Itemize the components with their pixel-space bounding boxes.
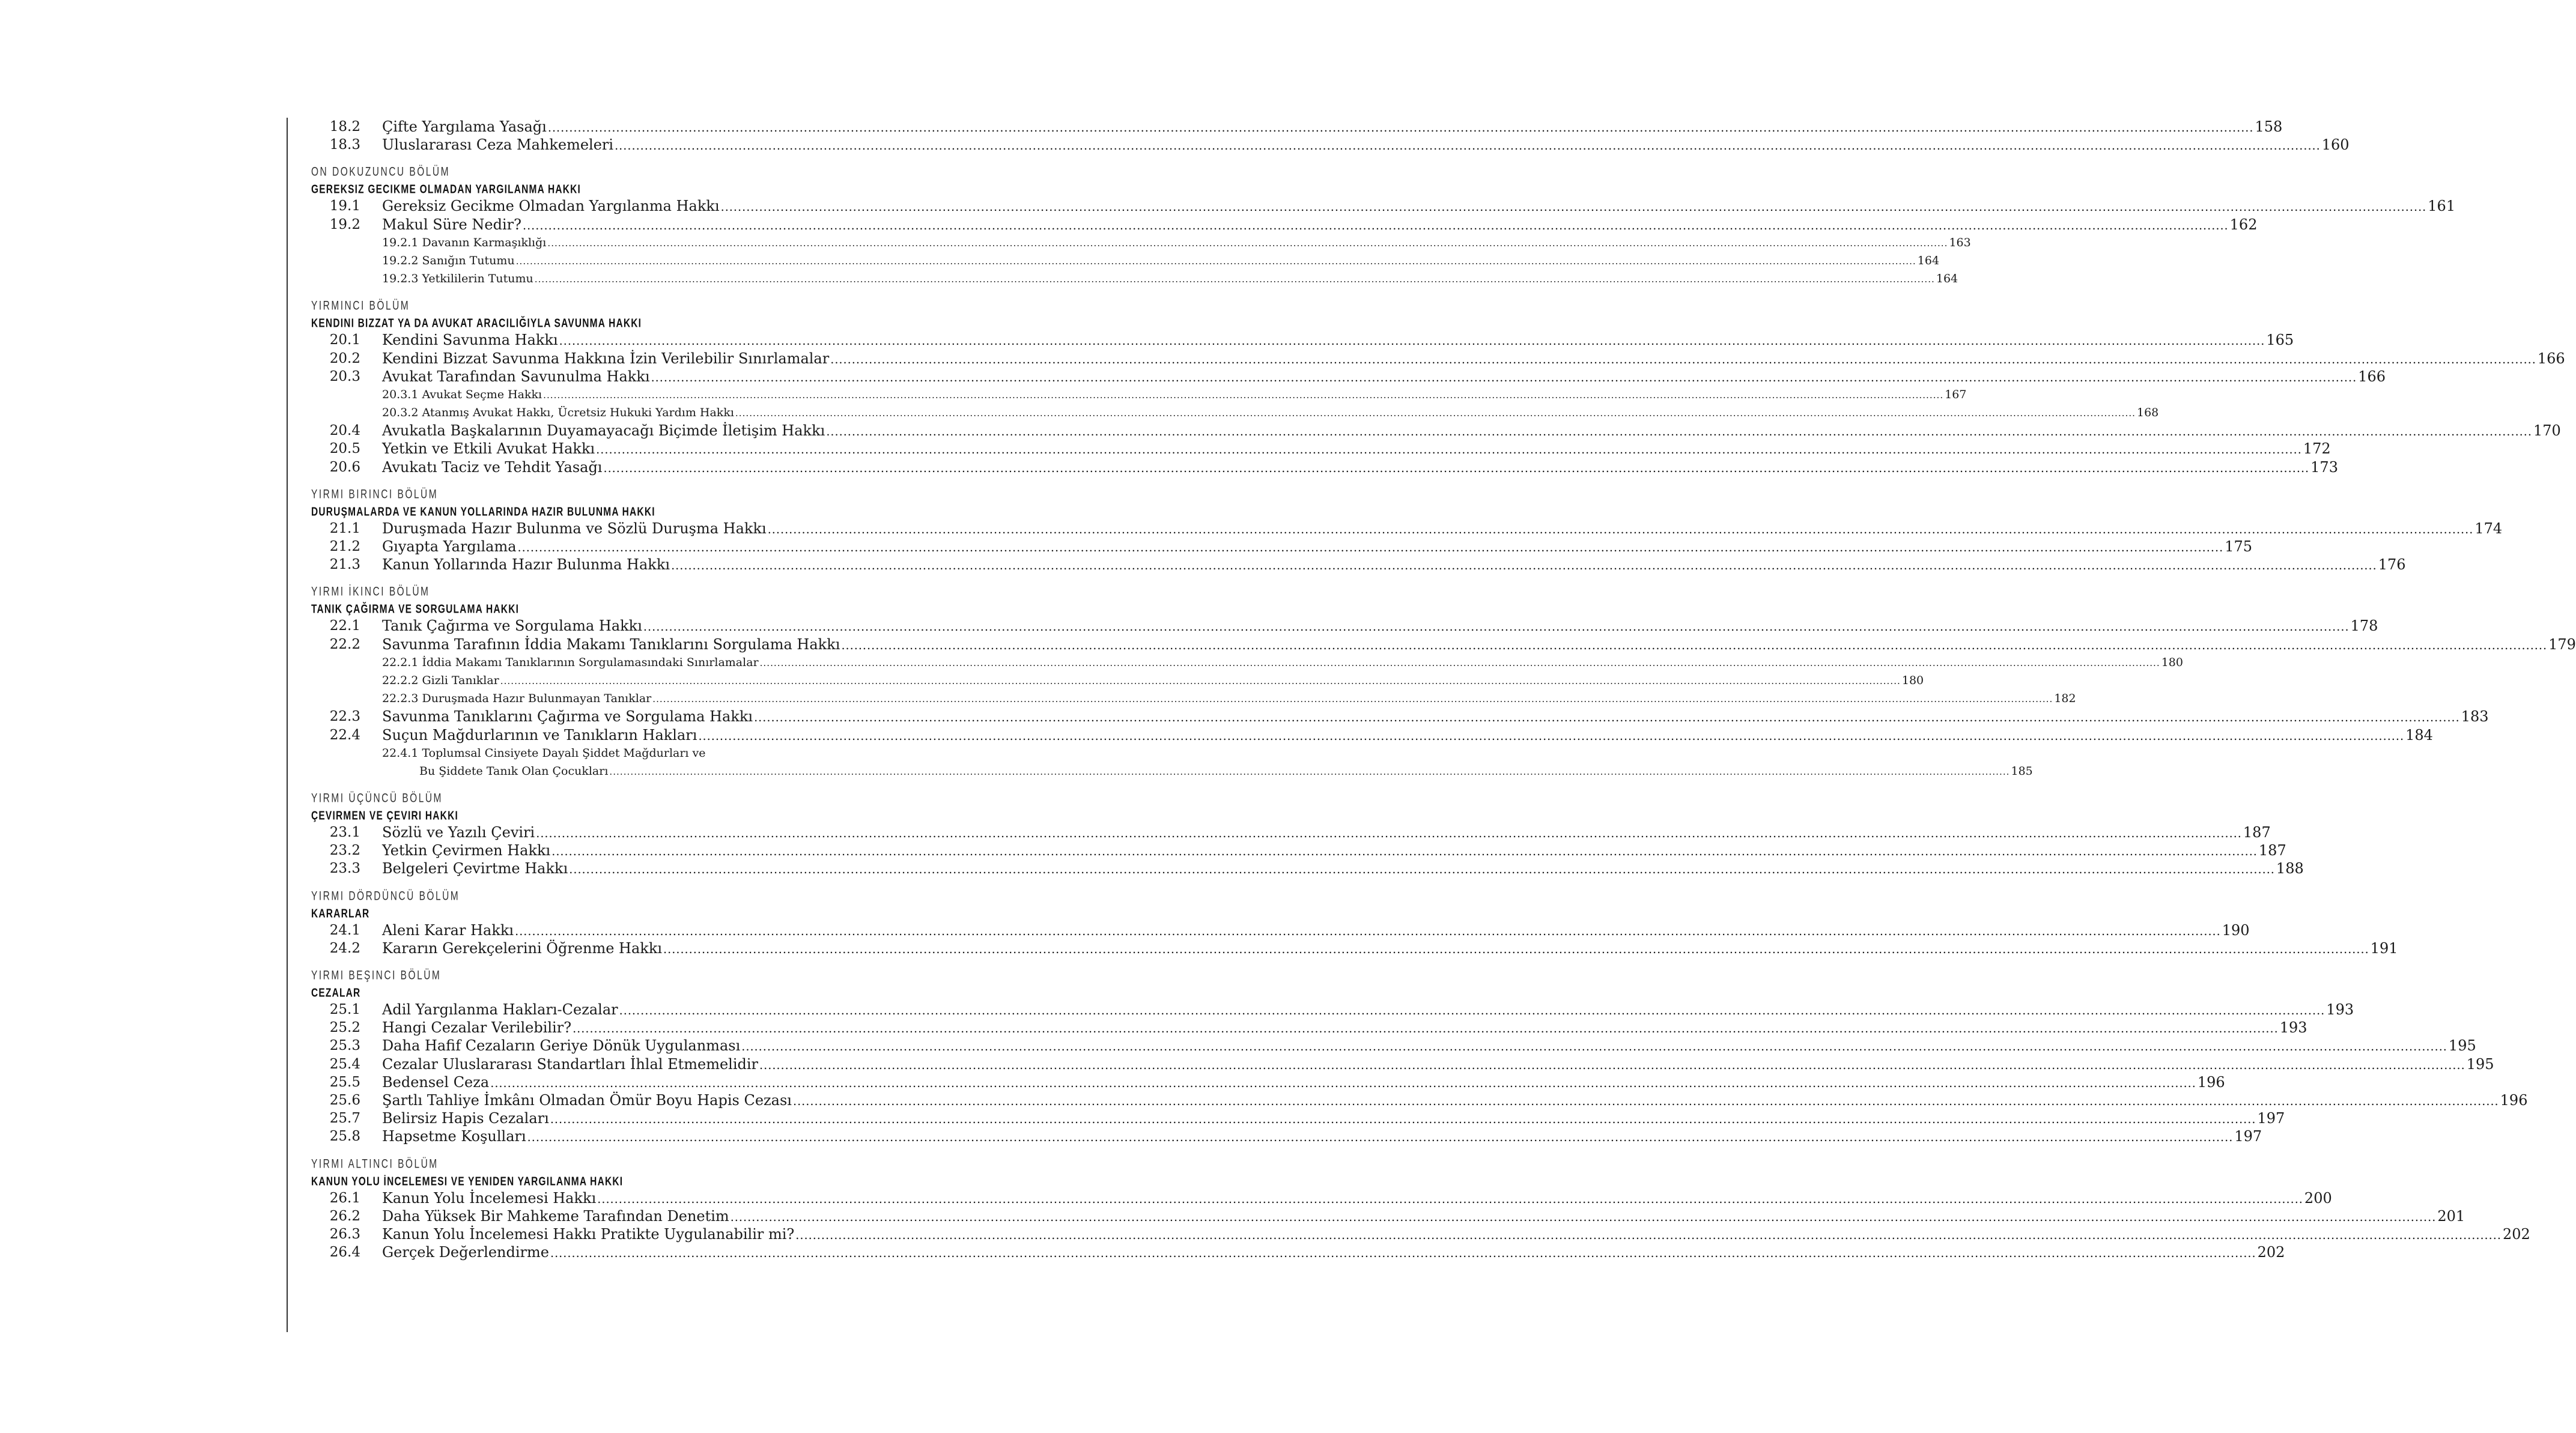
toc-entry[interactable]: [311, 635, 2576, 653]
page-number: 191: [2370, 939, 2398, 957]
section-number: 22.1: [329, 618, 360, 634]
toc-entry[interactable]: [311, 921, 2250, 939]
page-number: 166: [2358, 368, 2386, 385]
page-number: 160: [2321, 136, 2350, 154]
page-number: 168: [2137, 406, 2159, 420]
page-number: 193: [2279, 1019, 2307, 1037]
dot-leader: ................................................................................................................................................................................................................................................................................................................................................................................................................: [559, 334, 2265, 348]
section-number: 23.2: [329, 843, 360, 859]
toc-entry[interactable]: [311, 1189, 2332, 1207]
page-number: 188: [2276, 860, 2304, 877]
toc-entry[interactable]: [311, 1055, 2494, 1073]
toc-entry[interactable]: [311, 368, 2386, 386]
page-number: 195: [2448, 1037, 2476, 1055]
chapter-title: CEZALAR: [311, 986, 361, 1000]
page-number: 176: [2378, 556, 2406, 574]
dot-leader: ................................................................................................................................................................................................................................................................................................................................................................................................................: [517, 541, 2224, 554]
page-number: 202: [2257, 1244, 2285, 1261]
toc-entry[interactable]: [311, 331, 2294, 349]
entry-title: Adil Yargılanma Hakları-Cezalar: [382, 1001, 618, 1018]
page-number: 180: [1901, 673, 1924, 687]
entry-title: Sözlü ve Yazılı Çeviri: [382, 824, 535, 841]
dot-leader: ................................................................................................................................................................................................................................................................................................................................................................................................................: [652, 694, 2053, 705]
entry-title: Aleni Karar Hakkı: [382, 921, 514, 939]
toc-entry[interactable]: [311, 939, 2398, 957]
entry-title: Uluslararası Ceza Mahkemeleri: [382, 136, 614, 154]
toc-entry[interactable]: [311, 617, 2378, 635]
entry-title: Savunma Tarafının İddia Makamı Tanıklarını Sorgulama Hakkı: [382, 635, 840, 653]
page-number: 183: [2461, 708, 2489, 726]
toc-entry[interactable]: [311, 762, 2033, 780]
dot-leader: ................................................................................................................................................................................................................................................................................................................................................................................................................: [698, 729, 2405, 743]
dot-leader: ................................................................................................................................................................................................................................................................................................................................................................................................................: [741, 1040, 2447, 1054]
toc-entry[interactable]: [311, 1109, 2285, 1127]
chapter-title: DURUŞMALARDA VE KANUN YOLLARINDA HAZIR BULUNMA HAKKI: [311, 505, 655, 519]
dot-leader: ................................................................................................................................................................................................................................................................................................................................................................................................................: [759, 1058, 2465, 1072]
page-number: 173: [2310, 458, 2338, 476]
page-number: 163: [1949, 235, 1971, 249]
section-number: 20.4: [329, 423, 360, 439]
page-number: 164: [1917, 253, 1940, 267]
chapter-title: KARARLAR: [311, 907, 370, 921]
section-number: 22.2: [329, 636, 360, 652]
toc-entry[interactable]: [311, 556, 2406, 574]
page-number: 187: [2258, 842, 2286, 859]
dot-leader: ................................................................................................................................................................................................................................................................................................................................................................................................................: [735, 408, 2136, 419]
entry-title: Yetkin Çevirmen Hakkı: [382, 842, 551, 859]
dot-leader: ................................................................................................................................................................................................................................................................................................................................................................................................................: [550, 1246, 2256, 1261]
toc-entry[interactable]: [311, 1225, 2530, 1243]
dot-leader: ................................................................................................................................................................................................................................................................................................................................................................................................................: [597, 1192, 2303, 1206]
dot-leader: ................................................................................................................................................................................................................................................................................................................................................................................................................: [515, 255, 1916, 267]
entry-title: 19.2.3 Yetkililerin Tutumu: [382, 272, 533, 286]
section-number: 19.1: [329, 198, 360, 214]
page-number: 172: [2303, 440, 2331, 458]
dot-leader: ................................................................................................................................................................................................................................................................................................................................................................................................................: [534, 274, 1935, 285]
toc-entry[interactable]: [311, 538, 2252, 556]
entry-title: Kararın Gerekçelerini Öğrenme Hakkı: [382, 939, 663, 957]
page-number: 187: [2243, 824, 2271, 841]
entry-title: Kanun Yolu İncelemesi Hakkı: [382, 1189, 597, 1207]
toc-entry[interactable]: [311, 1127, 2262, 1145]
toc-entry[interactable]: [311, 859, 2304, 877]
dot-leader: ................................................................................................................................................................................................................................................................................................................................................................................................................: [720, 200, 2427, 214]
toc-entry[interactable]: [311, 1243, 2285, 1261]
margin-rule: [287, 118, 288, 1332]
entry-title: Belirsiz Hapis Cezaları: [382, 1110, 549, 1127]
section-number: 25.4: [329, 1056, 360, 1072]
chapter-title: KANUN YOLU İNCELEMESI VE YENIDEN YARGILANMA HAKKI: [311, 1175, 624, 1189]
section-number: 25.2: [329, 1020, 360, 1036]
section-number: 20.3: [329, 368, 360, 384]
section-number: 18.2: [329, 119, 360, 135]
chapter-label: YIRMI DÖRDÜNCÜ BÖLÜM: [311, 889, 460, 903]
dot-leader: ................................................................................................................................................................................................................................................................................................................................................................................................................: [551, 844, 2258, 859]
toc-entry[interactable]: [311, 1019, 2307, 1037]
chapter-title: TANIK ÇAĞIRMA VE SORGULAMA HAKKI: [311, 602, 520, 617]
entry-title: Hangi Cezalar Verilebilir?: [382, 1019, 572, 1037]
page-number: 184: [2405, 726, 2433, 744]
dot-leader: ................................................................................................................................................................................................................................................................................................................................................................................................................: [754, 710, 2460, 725]
dot-leader: ................................................................................................................................................................................................................................................................................................................................................................................................................: [543, 389, 1944, 401]
section-number: 21.3: [329, 557, 360, 573]
entry-title: Bedensel Ceza: [382, 1073, 490, 1091]
section-number: 20.6: [329, 459, 360, 475]
toc-entry[interactable]: [311, 726, 2433, 744]
toc-entry[interactable]: [311, 707, 2489, 726]
section-number: 23.3: [329, 861, 360, 877]
toc-entry[interactable]: [311, 841, 2286, 859]
section-number: 20.5: [329, 441, 360, 457]
toc-entry[interactable]: [311, 1037, 2476, 1055]
dot-leader: ................................................................................................................................................................................................................................................................................................................................................................................................................: [547, 237, 1948, 249]
dot-leader: ................................................................................................................................................................................................................................................................................................................................................................................................................: [643, 620, 2350, 634]
chapter-label: YIRMINCI BÖLÜM: [311, 299, 410, 314]
entry-title: Belgeleri Çevirtme Hakkı: [382, 860, 568, 877]
entry-title: 20.3.1 Avukat Seçme Hakkı: [382, 387, 542, 401]
section-number: 25.6: [329, 1092, 360, 1108]
entry-title: 19.2.1 Davanın Karmaşıklığı: [382, 235, 547, 249]
entry-title: Gereksiz Gecikme Olmadan Yargılanma Hakkı: [382, 198, 720, 215]
section-number: 20.1: [329, 332, 360, 348]
chapter-label: ON DOKUZUNCU BÖLÜM: [311, 165, 451, 180]
section-number: 26.4: [329, 1244, 360, 1261]
dot-leader: ................................................................................................................................................................................................................................................................................................................................................................................................................: [671, 559, 2377, 573]
toc-entry[interactable]: [311, 823, 2271, 841]
page-number: 195: [2466, 1055, 2494, 1073]
entry-title: Cezalar Uluslararası Standartları İhlal Etmemelidir: [382, 1055, 759, 1073]
dot-leader: ................................................................................................................................................................................................................................................................................................................................................................................................................: [795, 1228, 2502, 1242]
page-number: 196: [2500, 1091, 2528, 1109]
dot-leader: ................................................................................................................................................................................................................................................................................................................................................................................................................: [619, 1004, 2325, 1017]
page-number: 197: [2234, 1128, 2262, 1145]
dot-leader: ................................................................................................................................................................................................................................................................................................................................................................................................................: [515, 924, 2221, 938]
entry-title: Şartlı Tahliye İmkânı Olmadan Ömür Boyu Hapis Cezası: [382, 1091, 792, 1109]
page-number: 162: [2229, 216, 2258, 233]
page-number: 180: [2161, 655, 2183, 669]
dot-leader: ................................................................................................................................................................................................................................................................................................................................................................................................................: [536, 826, 2242, 841]
toc-entry[interactable]: [311, 689, 2076, 707]
dot-leader: ................................................................................................................................................................................................................................................................................................................................................................................................................: [490, 1076, 2196, 1090]
page-number: 197: [2257, 1110, 2285, 1127]
page-number: 164: [1936, 272, 1958, 286]
entry-title: Savunma Tanıklarını Çağırma ve Sorgulama Hakkı: [382, 708, 753, 726]
entry-title: 22.2.2 Gizli Tanıklar: [382, 673, 499, 687]
page-number: 161: [2428, 198, 2456, 215]
table-of-contents: [311, 118, 2576, 1261]
entry-title: Daha Yüksek Bir Mahkeme Tarafından Denetim: [382, 1207, 729, 1225]
page-number: 179: [2548, 635, 2576, 653]
section-number: 19.2: [329, 216, 360, 232]
entry-title: Kendini Bizzat Savunma Hakkına İzin Verilebilir Sınırlamalar: [382, 350, 830, 367]
chapter-label: YIRMI ALTINCI BÖLÜM: [311, 1157, 439, 1171]
toc-entry[interactable]: [311, 653, 2183, 671]
entry-title: Makul Süre Nedir?: [382, 216, 521, 233]
dot-leader: ................................................................................................................................................................................................................................................................................................................................................................................................................: [826, 425, 2532, 439]
page-number: 166: [2537, 350, 2565, 367]
chapter-label: YIRMI ÜÇÜNCÜ BÖLÜM: [311, 792, 443, 806]
entry-title: Kanun Yolu İncelemesi Hakkı Pratikte Uygulanabilir mi?: [382, 1225, 795, 1243]
toc-entry[interactable]: [311, 270, 1958, 288]
dot-leader: ................................................................................................................................................................................................................................................................................................................................................................................................................: [663, 942, 2369, 956]
section-number: 25.3: [329, 1038, 360, 1054]
chapter-label: YIRMI BEŞINCI BÖLÜM: [311, 969, 442, 983]
page-number: 182: [2054, 692, 2076, 706]
toc-entry[interactable]: [311, 1001, 2354, 1019]
section-number: 20.2: [329, 350, 360, 366]
entry-title: Tanık Çağırma ve Sorgulama Hakkı: [382, 617, 642, 635]
page-number: 193: [2326, 1001, 2354, 1018]
section-number: 21.1: [329, 520, 360, 536]
dot-leader: ................................................................................................................................................................................................................................................................................................................................................................................................................: [527, 1130, 2234, 1145]
toc-entry[interactable]: [311, 520, 2503, 538]
page-number: 175: [2225, 538, 2252, 555]
toc-entry[interactable]: [311, 252, 1940, 270]
entry-title: Gıyapta Yargılama: [382, 538, 517, 555]
toc-entry[interactable]: [311, 671, 1924, 689]
dot-leader: ................................................................................................................................................................................................................................................................................................................................................................................................................: [550, 1112, 2256, 1127]
dot-leader: ................................................................................................................................................................................................................................................................................................................................................................................................................: [830, 352, 2536, 366]
section-number: 25.1: [329, 1002, 360, 1017]
toc-entry[interactable]: [311, 422, 2561, 440]
dot-leader: ................................................................................................................................................................................................................................................................................................................................................................................................................: [596, 443, 2302, 457]
dot-leader: ................................................................................................................................................................................................................................................................................................................................................................................................................: [767, 522, 2474, 536]
dot-leader: ................................................................................................................................................................................................................................................................................................................................................................................................................: [615, 139, 2321, 153]
toc-entry[interactable]: [311, 404, 2159, 422]
section-number: 18.3: [329, 137, 360, 153]
dot-leader: ................................................................................................................................................................................................................................................................................................................................................................................................................: [730, 1210, 2437, 1224]
section-number: 21.2: [329, 539, 360, 554]
section-number: 24.2: [329, 940, 360, 956]
toc-entry[interactable]: [311, 1073, 2225, 1091]
entry-title: Avukatı Taciz ve Tehdit Yasağı: [382, 458, 603, 476]
page-number: 165: [2266, 332, 2294, 349]
dot-leader: ................................................................................................................................................................................................................................................................................................................................................................................................................: [759, 657, 2160, 668]
dot-leader: ................................................................................................................................................................................................................................................................................................................................................................................................................: [522, 218, 2229, 232]
page-number: 200: [2304, 1189, 2332, 1207]
dot-leader: ................................................................................................................................................................................................................................................................................................................................................................................................................: [609, 766, 2010, 777]
toc-entry[interactable]: [311, 136, 2350, 154]
toc-entry[interactable]: [311, 458, 2338, 476]
entry-title: Gerçek Değerlendirme: [382, 1244, 549, 1261]
toc-entry[interactable]: [311, 118, 2283, 136]
page-number: 170: [2533, 422, 2561, 440]
toc-entry[interactable]: [311, 386, 1967, 404]
entry-title: 22.4.1 Toplumsal Cinsiyete Dayalı Şiddet Mağdurları ve: [382, 746, 706, 760]
section-number: 26.2: [329, 1208, 360, 1224]
entry-title: Suçun Mağdurlarının ve Tanıkların Hakları: [382, 726, 697, 744]
page-number: 178: [2350, 617, 2378, 635]
chapter-title: ÇEVIRMEN VE ÇEVIRI HAKKI: [311, 809, 458, 823]
page-number: 158: [2255, 118, 2283, 135]
toc-entry[interactable]: [311, 234, 1971, 252]
page-number: 201: [2437, 1207, 2465, 1225]
page-number: 185: [2011, 764, 2033, 778]
dot-leader: ................................................................................................................................................................................................................................................................................................................................................................................................................: [841, 638, 2548, 652]
entry-title: Duruşmada Hazır Bulunma ve Sözlü Duruşma Hakkı: [382, 520, 767, 537]
entry-title: 19.2.2 Sanığın Tutumu: [382, 253, 515, 267]
section-number: 25.5: [329, 1074, 360, 1090]
dot-leader: ................................................................................................................................................................................................................................................................................................................................................................................................................: [547, 121, 2254, 135]
section-number: 23.1: [329, 825, 360, 841]
dot-leader: ................................................................................................................................................................................................................................................................................................................................................................................................................: [569, 862, 2275, 877]
entry-title: Yetkin ve Etkili Avukat Hakkı: [382, 440, 595, 458]
chapter-title: KENDINI BIZZAT YA DA AVUKAT ARACILIĞIYLA SAVUNMA HAKKI: [311, 317, 642, 331]
entry-title: Avukat Tarafından Savunulma Hakkı: [382, 368, 650, 385]
section-number: 26.3: [329, 1226, 360, 1242]
entry-title: Hapsetme Koşulları: [382, 1128, 526, 1145]
entry-title: Çifte Yargılama Yasağı: [382, 118, 547, 135]
section-number: 26.1: [329, 1190, 360, 1206]
chapter-label: YIRMI İKINCI BÖLÜM: [311, 585, 430, 599]
section-number: 25.8: [329, 1129, 360, 1145]
entry-title: 22.2.3 Duruşmada Hazır Bulunmayan Tanıklar: [382, 692, 652, 706]
entry-title: 22.2.1 İddia Makamı Tanıklarının Sorgulamasındaki Sınırlamalar: [382, 655, 759, 669]
dot-leader: ................................................................................................................................................................................................................................................................................................................................................................................................................: [792, 1094, 2499, 1108]
entry-title: Kendini Savunma Hakkı: [382, 332, 558, 349]
page-number: 202: [2502, 1225, 2530, 1243]
entry-title: Kanun Yollarında Hazır Bulunma Hakkı: [382, 556, 670, 574]
section-number: 25.7: [329, 1110, 360, 1127]
section-number: 22.3: [329, 709, 360, 725]
entry-title: Avukatla Başkalarının Duyamayacağı Biçimde İletişim Hakkı: [382, 422, 825, 440]
toc-entry[interactable]: [311, 1207, 2465, 1225]
toc-entry[interactable]: [311, 744, 898, 762]
page-number: 174: [2474, 520, 2503, 537]
page-number: 167: [1945, 387, 1967, 401]
toc-entry[interactable]: [311, 216, 2258, 234]
chapter-label: YIRMI BIRINCI BÖLÜM: [311, 487, 439, 501]
chapter-title: GEREKSIZ GECIKME OLMADAN YARGILANMA HAKKI: [311, 183, 582, 197]
entry-title: Bu Şiddete Tanık Olan Çocukları: [419, 764, 609, 778]
toc-entry[interactable]: [311, 1091, 2528, 1109]
toc-entry[interactable]: [311, 350, 2565, 368]
dot-leader: ................................................................................................................................................................................................................................................................................................................................................................................................................: [500, 675, 1901, 686]
toc-entry[interactable]: [311, 440, 2331, 458]
entry-title: 20.3.2 Atanmış Avukat Hakkı, Ücretsiz Hukuki Yardım Hakkı: [382, 406, 734, 420]
dot-leader: ................................................................................................................................................................................................................................................................................................................................................................................................................: [651, 370, 2357, 384]
dot-leader: ................................................................................................................................................................................................................................................................................................................................................................................................................: [603, 461, 2310, 475]
page-number: 190: [2222, 921, 2250, 939]
entry-title: Daha Hafif Cezaların Geriye Dönük Uygulanması: [382, 1037, 741, 1055]
section-number: 22.4: [329, 727, 360, 743]
toc-entry[interactable]: [311, 197, 2456, 215]
dot-leader: ................................................................................................................................................................................................................................................................................................................................................................................................................: [573, 1022, 2279, 1036]
page-number: 196: [2197, 1073, 2225, 1091]
section-number: 24.1: [329, 922, 360, 938]
